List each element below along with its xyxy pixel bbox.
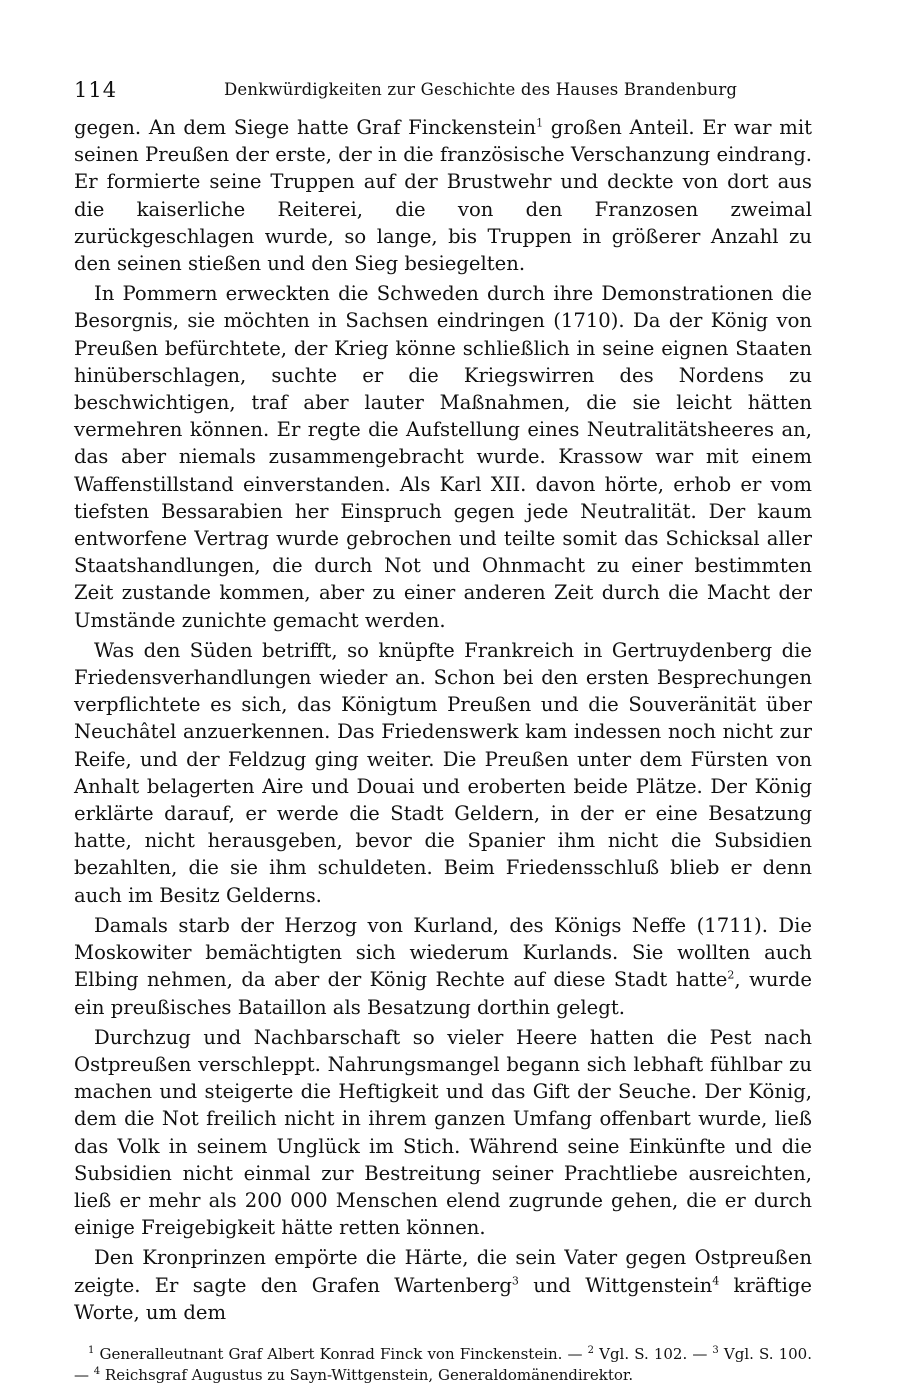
running-title: Denkwürdigkeiten zur Geschichte des Hauses Brandenburg [224,80,738,99]
text-segment: In Pommern erweckten die Schweden durch ihre Demonstrationen die Besorgnis, sie möchten in Sachsen eindringen (1710). Da der König von Preußen befürchtete, der Krieg könne schließlich in seine eignen Staaten hinüberschlagen, suchte er die Kriegswirren des Nordens zu beschwichtigen, traf aber lauter Maßnahmen, die sie leicht hätten vermehren können. Er regte die Aufstellung eines Neutralitätsheeres an, das aber niemals zusammengebracht wurde. Krassow war mit einem Waffenstillstand einverstanden. Als Karl XII. davon hörte, erhob er vom tiefsten Bessarabien her Einspruch gegen jede Neutralität. Der kaum entworfene Vertrag wurde gebrochen und teilte somit das Schicksal aller Staatshandlungen, die durch Not und Ohnmacht zu einer bestimmten Zeit zustande kommen, aber zu einer anderen Zeit durch die Macht der Umstände zunichte gemacht werden. [74,282,812,632]
footnote-reference: 1 [536,116,544,130]
footnote-number: 1 [88,1344,95,1356]
body-text [74,114,812,1326]
book-page [74,78,812,1386]
footnote-reference: 4 [712,1274,720,1287]
text-segment: gegen. An dem Siege hatte Graf Finckenstein [74,116,537,139]
footnote-text: Vgl. S. 100. — [74,1344,812,1384]
text-segment: Durchzug und Nachbarschaft so vieler Heere hatten die Pest nach Ostpreußen verschleppt. Nahrungsmangel begann sich lebhaft fühlbar zu machen und steigerte die Heftigkeit und das Gift der Seuche. Der König, dem die Not freilich nicht in ihrem ganzen Umfang offenbart wurde, ließ das Volk in seinem Unglück im Stich. Während seine Einkünfte und die Subsidien nicht einmal zur Bestreitung seiner Prachtliebe ausreichten, ließ er mehr als 200 000 Menschen elend zugrunde gehen, die er durch einige Freigebigkeit hätte retten können. [74,1025,812,1240]
text-segment: und Wittgenstein [518,1273,713,1297]
text-segment: großen Anteil. Er war mit seinen Preußen der erste, der in die französische Verschanzung eindrang. Er formierte seine Truppen auf der Brustwehr und deckte von dort aus die kaiserliche Reiterei, die von den Franzosen zweimal zurückgeschlagen wurde, so lange, bis Truppen in größerer Anzahl zu den seinen stießen und den Sieg besiegelten. [74,116,813,276]
footnote-text: Vgl. S. 102. — [594,1344,713,1363]
paragraph [74,912,812,1021]
footnote-text: Reichsgraf Augustus zu Sayn-Wittgenstein, Generaldomänendirektor. [100,1365,634,1384]
text-segment: Den Kronprinzen empörte die Härte, die sein Vater gegen Ostpreußen zeigte. Er sagte den Grafen Wartenberg [74,1246,812,1297]
footnote-number: 2 [587,1344,595,1356]
text-segment: kräftige Worte, um dem [74,1273,813,1324]
paragraph [74,1024,812,1242]
page-number: 114 [74,78,118,102]
footnote-number: 4 [93,1365,101,1377]
paragraph [74,637,812,909]
paragraph [74,1244,812,1326]
footnotes [74,1344,812,1386]
paragraph [74,280,812,634]
paragraph [74,114,812,277]
text-segment: Damals starb der Herzog von Kurland, des Königs Neffe (1711). Die Moskowiter bemächtigten sich wiederum Kurlands. Sie wollten auch Elbing nehmen, da aber der König Rechte auf diese Stadt hatte [74,913,812,992]
footnote-reference: 2 [727,968,735,982]
footnote-reference: 3 [511,1274,519,1287]
text-segment: Was den Süden betrifft, so knüpfte Frankreich in Gertruydenberg die Friedensverhandlungen wieder an. Schon bei den ersten Besprechungen verpflichtete es sich, das Königtum Preußen und die Souveränität über Neuchâtel anzuerkennen. Das Friedenswerk kam indessen noch nicht zur Reife, und der Feldzug ging weiter. Die Preußen unter dem Fürsten von Anhalt belagerten Aire und Douai und eroberten beide Plätze. Der König erklärte darauf, er werde die Stadt Geldern, in der er eine Besatzung hatte, nicht herausgeben, bevor die Spanier ihm nicht die Subsidien bezahlten, die sie ihm schuldeten. Beim Friedensschluß blieb er denn auch im Besitz Gelderns. [74,638,812,907]
footnote-text: Generalleutnant Graf Albert Konrad Finck von Finckenstein. — [94,1344,588,1363]
running-head [74,78,812,114]
text-segment: , wurde ein preußisches Bataillon als Besatzung dorthin gelegt. [74,968,812,1019]
footnote-number: 3 [712,1344,719,1356]
